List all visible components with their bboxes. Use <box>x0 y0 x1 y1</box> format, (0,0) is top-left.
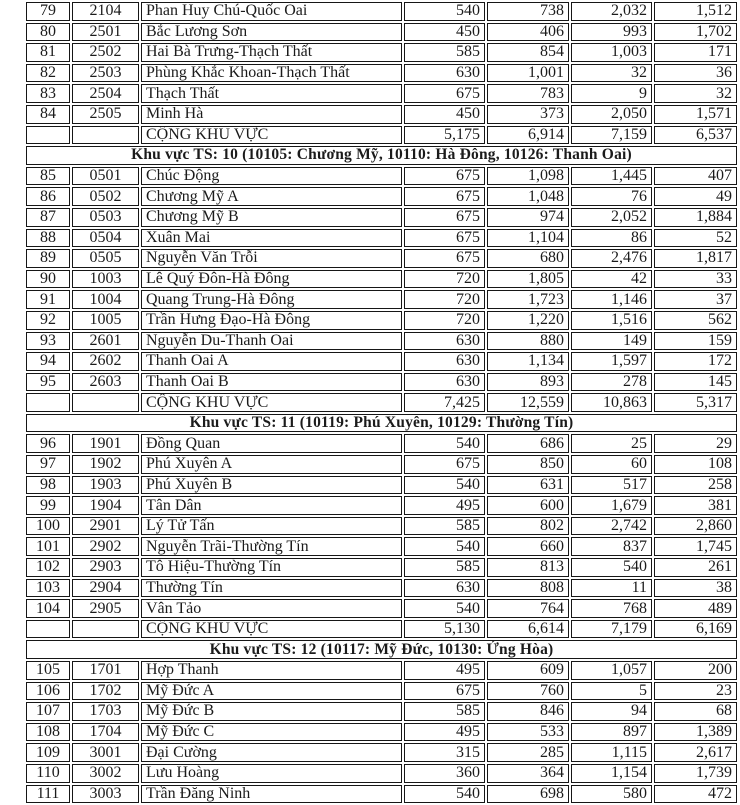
school-name-cell: Bắc Lương Sơn <box>141 23 402 42</box>
school-name-cell: Quang Trung-Hà Đông <box>141 290 402 309</box>
row-number-cell: 85 <box>26 167 70 186</box>
value-cell-4: 159 <box>654 332 737 351</box>
school-code-cell: 3002 <box>72 764 139 783</box>
total-value-cell-4: 6,537 <box>654 126 737 145</box>
value-cell-1: 675 <box>404 682 485 701</box>
school-code-cell: 2602 <box>72 352 139 371</box>
value-cell-4: 172 <box>654 352 737 371</box>
school-code-cell: 2104 <box>72 2 139 21</box>
value-cell-4: 68 <box>654 702 737 721</box>
section-header-label: Khu vực TS: 12 (10117: Mỹ Đức, 10130: Ứng Hòa) <box>26 640 737 659</box>
row-number-cell: 90 <box>26 270 70 289</box>
table-row <box>26 208 737 227</box>
school-code-cell: 1901 <box>72 434 139 453</box>
value-cell-1: 630 <box>404 579 485 598</box>
table-row <box>26 352 737 371</box>
table-row <box>26 270 737 289</box>
school-code-cell: 2505 <box>72 105 139 124</box>
row-number-cell: 91 <box>26 290 70 309</box>
value-cell-3: 2,052 <box>571 208 652 227</box>
value-cell-4: 1,745 <box>654 537 737 556</box>
value-cell-2: 738 <box>487 2 569 21</box>
school-name-cell: Thạch Thất <box>141 84 402 103</box>
value-cell-4: 29 <box>654 434 737 453</box>
value-cell-3: 1,146 <box>571 290 652 309</box>
row-number-cell: 87 <box>26 208 70 227</box>
school-code-cell: 3001 <box>72 743 139 762</box>
school-code-cell: 1004 <box>72 290 139 309</box>
value-cell-1: 585 <box>404 558 485 577</box>
table-row <box>26 373 737 392</box>
row-number-cell: 104 <box>26 599 70 618</box>
document-page <box>24 0 740 805</box>
value-cell-2: 813 <box>487 558 569 577</box>
value-cell-1: 540 <box>404 785 485 804</box>
value-cell-1: 675 <box>404 187 485 206</box>
value-cell-3: 76 <box>571 187 652 206</box>
value-cell-3: 11 <box>571 579 652 598</box>
value-cell-3: 94 <box>571 702 652 721</box>
table-body <box>26 2 737 803</box>
value-cell-3: 278 <box>571 373 652 392</box>
school-name-cell: Đại Cường <box>141 743 402 762</box>
value-cell-1: 540 <box>404 537 485 556</box>
value-cell-3: 1,154 <box>571 764 652 783</box>
value-cell-3: 2,050 <box>571 105 652 124</box>
table-row <box>26 23 737 42</box>
row-number-cell: 109 <box>26 743 70 762</box>
school-name-cell: Mỹ Đức B <box>141 702 402 721</box>
row-number-cell: 79 <box>26 2 70 21</box>
value-cell-2: 406 <box>487 23 569 42</box>
value-cell-2: 600 <box>487 496 569 515</box>
value-cell-4: 2,860 <box>654 517 737 536</box>
table-row <box>26 84 737 103</box>
value-cell-1: 360 <box>404 764 485 783</box>
value-cell-3: 2,032 <box>571 2 652 21</box>
row-number-cell: 97 <box>26 455 70 474</box>
school-name-cell: Lê Quý Đôn-Hà Đông <box>141 270 402 289</box>
school-code-cell: 2904 <box>72 579 139 598</box>
table-row <box>26 517 737 536</box>
school-code-cell: 1703 <box>72 702 139 721</box>
school-code-cell: 0503 <box>72 208 139 227</box>
school-name-cell: Hai Bà Trưng-Thạch Thất <box>141 43 402 62</box>
school-name-cell: Trần Hưng Đạo-Hà Đông <box>141 311 402 330</box>
row-number-cell: 108 <box>26 723 70 742</box>
school-name-cell: Phú Xuyên A <box>141 455 402 474</box>
empty-cell <box>72 620 139 639</box>
row-number-cell: 93 <box>26 332 70 351</box>
value-cell-3: 9 <box>571 84 652 103</box>
value-cell-1: 585 <box>404 517 485 536</box>
value-cell-3: 837 <box>571 537 652 556</box>
table-row <box>26 537 737 556</box>
total-value-cell-4: 6,169 <box>654 620 737 639</box>
value-cell-2: 1,048 <box>487 187 569 206</box>
school-name-cell: Lưu Hoàng <box>141 764 402 783</box>
table-row <box>26 743 737 762</box>
total-label-cell: CỘNG KHU VỰC <box>141 620 402 639</box>
value-cell-2: 680 <box>487 249 569 268</box>
value-cell-1: 495 <box>404 661 485 680</box>
school-name-cell: Thanh Oai A <box>141 352 402 371</box>
row-number-cell: 111 <box>26 785 70 804</box>
empty-cell <box>26 393 70 412</box>
value-cell-4: 1,739 <box>654 764 737 783</box>
value-cell-1: 450 <box>404 105 485 124</box>
value-cell-3: 32 <box>571 64 652 83</box>
value-cell-2: 285 <box>487 743 569 762</box>
value-cell-2: 1,104 <box>487 229 569 248</box>
total-value-cell-3: 7,159 <box>571 126 652 145</box>
table-row <box>26 723 737 742</box>
table-row <box>26 785 737 804</box>
school-name-cell: Trần Đăng Ninh <box>141 785 402 804</box>
value-cell-3: 25 <box>571 434 652 453</box>
value-cell-1: 630 <box>404 332 485 351</box>
total-value-cell-1: 7,425 <box>404 393 485 412</box>
value-cell-4: 52 <box>654 229 737 248</box>
value-cell-1: 675 <box>404 167 485 186</box>
school-name-cell: Phùng Khắc Khoan-Thạch Thất <box>141 64 402 83</box>
total-value-cell-2: 6,614 <box>487 620 569 639</box>
table-row <box>26 311 737 330</box>
value-cell-4: 489 <box>654 599 737 618</box>
table-row <box>26 579 737 598</box>
value-cell-3: 149 <box>571 332 652 351</box>
value-cell-2: 1,805 <box>487 270 569 289</box>
table-row <box>26 167 737 186</box>
value-cell-2: 686 <box>487 434 569 453</box>
value-cell-1: 540 <box>404 599 485 618</box>
row-number-cell: 86 <box>26 187 70 206</box>
section-total-row <box>26 126 737 145</box>
value-cell-1: 675 <box>404 249 485 268</box>
school-name-cell: Xuân Mai <box>141 229 402 248</box>
school-code-cell: 2503 <box>72 64 139 83</box>
row-number-cell: 101 <box>26 537 70 556</box>
value-cell-1: 540 <box>404 476 485 495</box>
table-row <box>26 764 737 783</box>
value-cell-4: 23 <box>654 682 737 701</box>
row-number-cell: 105 <box>26 661 70 680</box>
value-cell-3: 1,597 <box>571 352 652 371</box>
value-cell-3: 86 <box>571 229 652 248</box>
section-header-row <box>26 146 737 165</box>
value-cell-4: 1,884 <box>654 208 737 227</box>
school-name-cell: Chương Mỹ B <box>141 208 402 227</box>
school-name-cell: Phú Xuyên B <box>141 476 402 495</box>
row-number-cell: 88 <box>26 229 70 248</box>
value-cell-3: 580 <box>571 785 652 804</box>
value-cell-4: 33 <box>654 270 737 289</box>
school-name-cell: Mỹ Đức C <box>141 723 402 742</box>
table-row <box>26 43 737 62</box>
value-cell-1: 675 <box>404 229 485 248</box>
value-cell-1: 675 <box>404 208 485 227</box>
total-label-cell: CỘNG KHU VỰC <box>141 393 402 412</box>
value-cell-4: 1,389 <box>654 723 737 742</box>
section-header-label: Khu vực TS: 11 (10119: Phú Xuyên, 10129: Thường Tín) <box>26 414 737 433</box>
school-code-cell: 2901 <box>72 517 139 536</box>
total-value-cell-1: 5,130 <box>404 620 485 639</box>
value-cell-1: 450 <box>404 23 485 42</box>
value-cell-1: 630 <box>404 64 485 83</box>
row-number-cell: 110 <box>26 764 70 783</box>
value-cell-3: 768 <box>571 599 652 618</box>
value-cell-2: 846 <box>487 702 569 721</box>
table-row <box>26 187 737 206</box>
table-row <box>26 434 737 453</box>
value-cell-2: 854 <box>487 43 569 62</box>
value-cell-4: 1,512 <box>654 2 737 21</box>
empty-cell <box>26 620 70 639</box>
row-number-cell: 96 <box>26 434 70 453</box>
table-row <box>26 249 737 268</box>
school-name-cell: Tân Dân <box>141 496 402 515</box>
table-row <box>26 476 737 495</box>
value-cell-2: 631 <box>487 476 569 495</box>
value-cell-2: 764 <box>487 599 569 618</box>
row-number-cell: 103 <box>26 579 70 598</box>
value-cell-1: 720 <box>404 270 485 289</box>
row-number-cell: 84 <box>26 105 70 124</box>
school-code-cell: 0502 <box>72 187 139 206</box>
section-header-row <box>26 414 737 433</box>
school-name-cell: Thanh Oai B <box>141 373 402 392</box>
value-cell-1: 630 <box>404 352 485 371</box>
value-cell-4: 38 <box>654 579 737 598</box>
value-cell-2: 609 <box>487 661 569 680</box>
value-cell-3: 540 <box>571 558 652 577</box>
school-code-cell: 2902 <box>72 537 139 556</box>
school-name-cell: Mỹ Đức A <box>141 682 402 701</box>
value-cell-4: 261 <box>654 558 737 577</box>
row-number-cell: 100 <box>26 517 70 536</box>
value-cell-2: 1,220 <box>487 311 569 330</box>
school-name-cell: Nguyễn Trãi-Thường Tín <box>141 537 402 556</box>
row-number-cell: 83 <box>26 84 70 103</box>
value-cell-3: 2,476 <box>571 249 652 268</box>
school-code-cell: 2601 <box>72 332 139 351</box>
school-code-cell: 0504 <box>72 229 139 248</box>
value-cell-3: 517 <box>571 476 652 495</box>
value-cell-1: 720 <box>404 290 485 309</box>
school-code-cell: 2504 <box>72 84 139 103</box>
section-header-label: Khu vực TS: 10 (10105: Chương Mỹ, 10110: Hà Đông, 10126: Thanh Oai) <box>26 146 737 165</box>
value-cell-2: 373 <box>487 105 569 124</box>
school-code-cell: 2502 <box>72 43 139 62</box>
row-number-cell: 82 <box>26 64 70 83</box>
empty-cell <box>72 126 139 145</box>
section-total-row <box>26 393 737 412</box>
value-cell-2: 760 <box>487 682 569 701</box>
value-cell-4: 258 <box>654 476 737 495</box>
value-cell-4: 1,817 <box>654 249 737 268</box>
value-cell-2: 533 <box>487 723 569 742</box>
table-row <box>26 558 737 577</box>
school-name-cell: Vân Tảo <box>141 599 402 618</box>
value-cell-3: 1,516 <box>571 311 652 330</box>
value-cell-3: 1,445 <box>571 167 652 186</box>
row-number-cell: 95 <box>26 373 70 392</box>
value-cell-4: 381 <box>654 496 737 515</box>
value-cell-2: 698 <box>487 785 569 804</box>
total-value-cell-1: 5,175 <box>404 126 485 145</box>
value-cell-1: 495 <box>404 723 485 742</box>
value-cell-4: 1,702 <box>654 23 737 42</box>
row-number-cell: 81 <box>26 43 70 62</box>
value-cell-2: 880 <box>487 332 569 351</box>
school-code-cell: 3003 <box>72 785 139 804</box>
value-cell-3: 60 <box>571 455 652 474</box>
school-name-cell: Hợp Thanh <box>141 661 402 680</box>
value-cell-1: 495 <box>404 496 485 515</box>
total-value-cell-4: 5,317 <box>654 393 737 412</box>
value-cell-2: 1,098 <box>487 167 569 186</box>
school-code-cell: 2905 <box>72 599 139 618</box>
value-cell-2: 850 <box>487 455 569 474</box>
row-number-cell: 99 <box>26 496 70 515</box>
school-code-cell: 1701 <box>72 661 139 680</box>
value-cell-1: 585 <box>404 43 485 62</box>
value-cell-1: 585 <box>404 702 485 721</box>
table-row <box>26 455 737 474</box>
value-cell-2: 660 <box>487 537 569 556</box>
section-header-row <box>26 640 737 659</box>
value-cell-4: 36 <box>654 64 737 83</box>
value-cell-4: 1,571 <box>654 105 737 124</box>
total-value-cell-3: 10,863 <box>571 393 652 412</box>
table-row <box>26 2 737 21</box>
table-row <box>26 702 737 721</box>
row-number-cell: 98 <box>26 476 70 495</box>
school-code-cell: 1702 <box>72 682 139 701</box>
empty-cell <box>26 126 70 145</box>
school-code-cell: 2903 <box>72 558 139 577</box>
value-cell-3: 993 <box>571 23 652 42</box>
value-cell-3: 1,115 <box>571 743 652 762</box>
table-row <box>26 105 737 124</box>
value-cell-2: 974 <box>487 208 569 227</box>
value-cell-4: 37 <box>654 290 737 309</box>
value-cell-1: 315 <box>404 743 485 762</box>
value-cell-3: 5 <box>571 682 652 701</box>
value-cell-4: 2,617 <box>654 743 737 762</box>
row-number-cell: 94 <box>26 352 70 371</box>
school-code-cell: 1902 <box>72 455 139 474</box>
value-cell-1: 630 <box>404 373 485 392</box>
value-cell-3: 897 <box>571 723 652 742</box>
table-row <box>26 682 737 701</box>
value-cell-3: 1,057 <box>571 661 652 680</box>
value-cell-3: 2,742 <box>571 517 652 536</box>
school-name-cell: Thường Tín <box>141 579 402 598</box>
value-cell-4: 200 <box>654 661 737 680</box>
value-cell-2: 893 <box>487 373 569 392</box>
school-code-cell: 1003 <box>72 270 139 289</box>
value-cell-4: 32 <box>654 84 737 103</box>
school-name-cell: Đồng Quan <box>141 434 402 453</box>
value-cell-4: 472 <box>654 785 737 804</box>
row-number-cell: 106 <box>26 682 70 701</box>
total-label-cell: CỘNG KHU VỰC <box>141 126 402 145</box>
school-name-cell: Nguyễn Văn Trỗi <box>141 249 402 268</box>
value-cell-3: 1,679 <box>571 496 652 515</box>
table-row <box>26 599 737 618</box>
value-cell-2: 364 <box>487 764 569 783</box>
school-name-cell: Minh Hà <box>141 105 402 124</box>
row-number-cell: 89 <box>26 249 70 268</box>
value-cell-2: 1,001 <box>487 64 569 83</box>
value-cell-4: 145 <box>654 373 737 392</box>
school-code-cell: 0505 <box>72 249 139 268</box>
value-cell-2: 802 <box>487 517 569 536</box>
school-code-cell: 1904 <box>72 496 139 515</box>
empty-cell <box>72 393 139 412</box>
admission-statistics-table <box>24 0 739 805</box>
row-number-cell: 107 <box>26 702 70 721</box>
total-value-cell-2: 12,559 <box>487 393 569 412</box>
value-cell-4: 407 <box>654 167 737 186</box>
value-cell-4: 49 <box>654 187 737 206</box>
table-row <box>26 64 737 83</box>
school-name-cell: Phan Huy Chú-Quốc Oai <box>141 2 402 21</box>
value-cell-2: 1,134 <box>487 352 569 371</box>
value-cell-1: 675 <box>404 84 485 103</box>
value-cell-4: 171 <box>654 43 737 62</box>
school-name-cell: Lý Tử Tấn <box>141 517 402 536</box>
table-row <box>26 661 737 680</box>
school-code-cell: 0501 <box>72 167 139 186</box>
value-cell-1: 720 <box>404 311 485 330</box>
table-row <box>26 496 737 515</box>
school-name-cell: Chương Mỹ A <box>141 187 402 206</box>
school-code-cell: 1704 <box>72 723 139 742</box>
value-cell-2: 1,723 <box>487 290 569 309</box>
value-cell-4: 562 <box>654 311 737 330</box>
row-number-cell: 102 <box>26 558 70 577</box>
table-row <box>26 290 737 309</box>
value-cell-1: 540 <box>404 2 485 21</box>
section-total-row <box>26 620 737 639</box>
total-value-cell-3: 7,179 <box>571 620 652 639</box>
school-name-cell: Nguyễn Du-Thanh Oai <box>141 332 402 351</box>
table-row <box>26 332 737 351</box>
school-name-cell: Chúc Động <box>141 167 402 186</box>
school-code-cell: 2501 <box>72 23 139 42</box>
value-cell-3: 1,003 <box>571 43 652 62</box>
total-value-cell-2: 6,914 <box>487 126 569 145</box>
school-code-cell: 2603 <box>72 373 139 392</box>
row-number-cell: 92 <box>26 311 70 330</box>
table-row <box>26 229 737 248</box>
school-code-cell: 1005 <box>72 311 139 330</box>
school-code-cell: 1903 <box>72 476 139 495</box>
value-cell-4: 108 <box>654 455 737 474</box>
school-name-cell: Tô Hiệu-Thường Tín <box>141 558 402 577</box>
value-cell-1: 540 <box>404 434 485 453</box>
row-number-cell: 80 <box>26 23 70 42</box>
value-cell-1: 675 <box>404 455 485 474</box>
value-cell-3: 42 <box>571 270 652 289</box>
value-cell-2: 783 <box>487 84 569 103</box>
value-cell-2: 808 <box>487 579 569 598</box>
